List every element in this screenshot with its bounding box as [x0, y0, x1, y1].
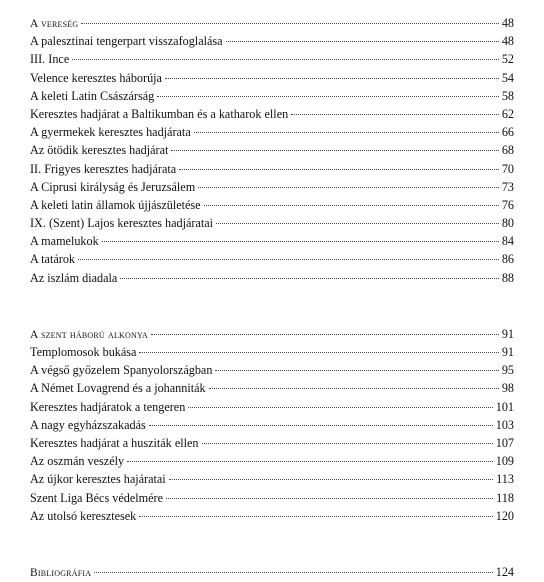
page-number: 70 — [501, 161, 514, 176]
entry-title: Az ötödik keresztes hadjárat — [30, 143, 169, 158]
page-number: 103 — [495, 417, 514, 432]
leader-dots — [188, 407, 492, 408]
leader-dots — [81, 23, 498, 24]
entry-title: III. Ince — [30, 52, 70, 67]
entry-title: A Ciprusi királyság és Jeruzsálem — [30, 179, 196, 194]
table-of-contents — [30, 14, 514, 581]
page-number: 109 — [495, 454, 514, 469]
toc-entry — [30, 343, 514, 361]
page-number: 98 — [501, 381, 514, 396]
toc-entry — [30, 196, 514, 214]
leader-dots — [151, 334, 499, 335]
entry-title: Az utolsó keresztesek — [30, 508, 137, 523]
leader-dots — [216, 223, 499, 224]
page-number: 68 — [501, 143, 514, 158]
page-number: 66 — [501, 125, 514, 140]
toc-entry — [30, 470, 514, 488]
toc-section-entries — [30, 32, 514, 287]
entry-title: Templomosok bukása — [30, 345, 137, 359]
page-number: 73 — [501, 179, 514, 194]
toc-entry — [30, 398, 514, 416]
toc-entry — [30, 507, 514, 525]
entry-title: II. Frigyes keresztes hadjárata — [30, 161, 177, 176]
toc-entry — [30, 434, 514, 452]
leader-dots — [179, 169, 499, 170]
toc-entry — [30, 232, 514, 250]
toc-entry — [30, 69, 514, 87]
page-number: 91 — [501, 345, 514, 359]
leader-dots — [194, 132, 499, 133]
page-number: 58 — [501, 88, 514, 103]
page-number: 120 — [495, 508, 514, 523]
page-number: 88 — [501, 270, 514, 285]
leader-dots — [215, 370, 498, 371]
leader-dots — [202, 443, 493, 444]
entry-title: IX. (Szent) Lajos keresztes hadjáratai — [30, 216, 214, 231]
toc-entry — [30, 178, 514, 196]
entry-title: Velence keresztes háborúja — [30, 70, 162, 85]
leader-dots — [226, 41, 499, 42]
leader-dots — [94, 572, 493, 573]
page-number: 52 — [501, 52, 514, 67]
entry-title: A nagy egyházszakadás — [30, 417, 146, 432]
entry-title: A tatárok — [30, 252, 76, 267]
leader-dots — [120, 278, 499, 279]
leader-dots — [127, 461, 493, 462]
leader-dots — [169, 479, 493, 480]
page-number: 62 — [501, 106, 514, 121]
toc-entry — [30, 87, 514, 105]
leader-dots — [149, 425, 493, 426]
leader-dots — [78, 259, 499, 260]
page-number: 91 — [501, 326, 514, 341]
section-title: A vereség — [30, 18, 79, 30]
page-number: 48 — [501, 16, 514, 30]
leader-dots — [165, 78, 499, 79]
page-number: 54 — [501, 70, 514, 85]
leader-dots — [171, 150, 498, 151]
page-number: 101 — [495, 399, 514, 414]
toc-section-heading — [30, 325, 514, 343]
section-spacer — [30, 525, 514, 563]
entry-title: A Német Lovagrend és a johanniták — [30, 381, 206, 396]
toc-entry — [30, 32, 514, 50]
entry-title: A végső győzelem Spanyolországban — [30, 363, 213, 378]
page-number: 48 — [501, 34, 514, 49]
toc-entry — [30, 269, 514, 287]
toc-entry — [30, 141, 514, 159]
page-number: 113 — [496, 472, 514, 487]
entry-title: Az oszmán veszély — [30, 454, 125, 469]
entry-title: Az újkor keresztes hajáratai — [30, 472, 166, 487]
section-spacer — [30, 287, 514, 325]
entry-title: A gyermekek keresztes hadjárata — [30, 125, 191, 140]
leader-dots — [204, 205, 499, 206]
entry-title: A mamelukok — [30, 234, 99, 249]
page-number: 76 — [501, 197, 514, 212]
toc-entry — [30, 123, 514, 141]
toc-entry — [30, 50, 514, 68]
page-number: 124 — [495, 564, 514, 579]
leader-dots — [102, 241, 499, 242]
entry-title: A keleti latin államok újjászületése — [30, 197, 201, 212]
entry-title: Keresztes hadjárat a Baltikumban és a katharok ellen — [30, 106, 289, 121]
section-title: Bibliográfia — [30, 566, 92, 579]
leader-dots — [72, 59, 499, 60]
leader-dots — [166, 498, 493, 499]
section-title: A szent háború alkonya — [30, 328, 149, 341]
entry-title: Keresztes hadjárat a husziták ellen — [30, 435, 199, 450]
page-number: 107 — [495, 435, 514, 450]
entry-title: A keleti Latin Császárság — [30, 88, 155, 103]
page-number: 86 — [501, 252, 514, 267]
page-number: 80 — [501, 216, 514, 231]
entry-title: A palesztinai tengerpart visszafoglalása — [30, 34, 223, 49]
toc-entry — [30, 214, 514, 232]
leader-dots — [198, 187, 499, 188]
leader-dots — [291, 114, 499, 115]
toc-section-heading — [30, 563, 514, 581]
page-number: 95 — [501, 363, 514, 378]
entry-title: Az iszlám diadala — [30, 270, 118, 285]
leader-dots — [139, 516, 492, 517]
toc-entry — [30, 489, 514, 507]
page-number: 84 — [501, 234, 514, 249]
page-number: 118 — [496, 490, 514, 505]
toc-section-heading — [30, 14, 514, 32]
toc-entry — [30, 250, 514, 268]
toc-entry — [30, 452, 514, 470]
toc-entry — [30, 160, 514, 178]
toc-entry — [30, 105, 514, 123]
entry-title: Szent Liga Bécs védelmére — [30, 490, 163, 505]
toc-entry — [30, 379, 514, 397]
toc-entry — [30, 361, 514, 379]
toc-entry — [30, 416, 514, 434]
entry-title: Keresztes hadjáratok a tengeren — [30, 399, 186, 414]
leader-dots — [209, 388, 499, 389]
leader-dots — [157, 96, 499, 97]
leader-dots — [139, 352, 498, 353]
toc-section-entries — [30, 343, 514, 525]
